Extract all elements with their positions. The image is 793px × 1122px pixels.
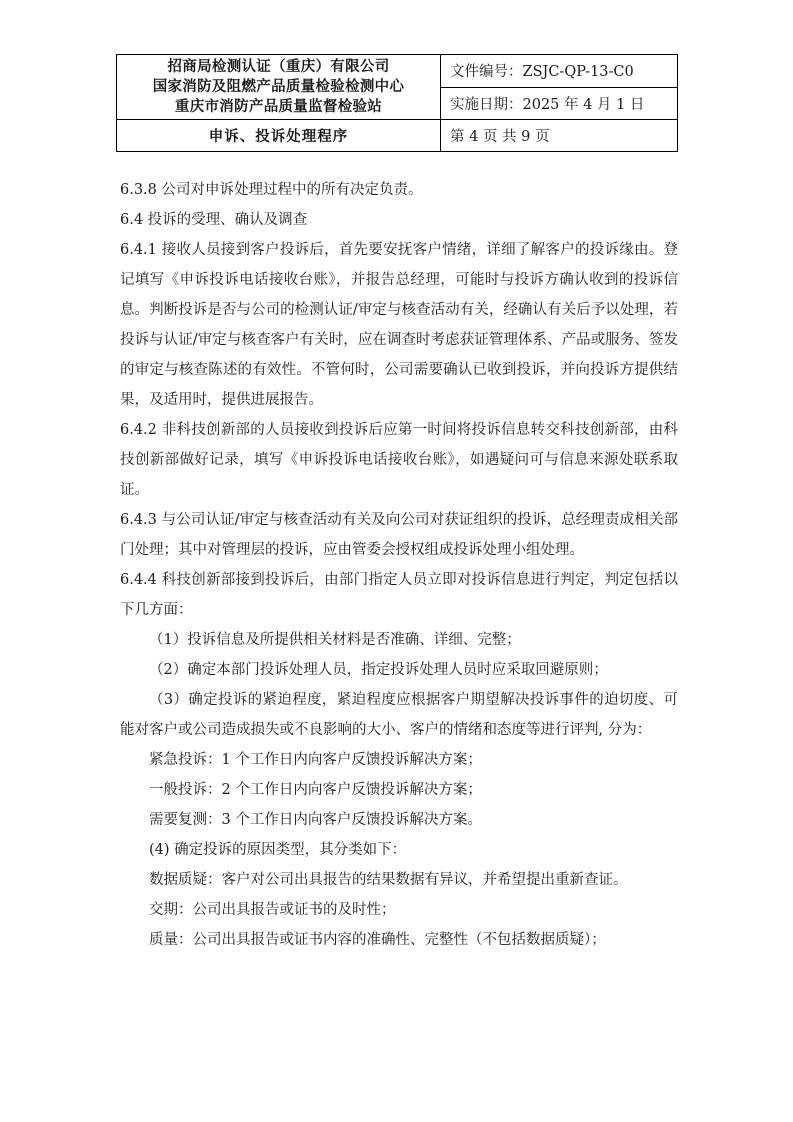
organization-name-line: 重庆市消防产品质量监督检验站 [174, 99, 383, 115]
cause-delivery: 交期：公司出具报告或证书的及时性； [149, 902, 396, 918]
organization-name-line: 招商局检测认证（重庆）有限公司 [167, 59, 390, 75]
clause-6-4-2: 6.4.2 非科技创新部的人员接收到投诉后应第一时间将投诉信息转交科技创新部，由科技创新部做好记录，填写《申诉投诉电话接收台账》，如遇疑问可与信息来源处联系取证。 [120, 422, 678, 498]
list-item-1: （1）投诉信息及所提供相关材料是否准确、详细、完整； [149, 632, 521, 648]
list-item-3: （3）确定投诉的紧迫程度，紧迫程度应根据客户期望解决投诉事件的迫切度、可能对客户或公司造成损失或不良影响的大小、客户的情绪和态度等进行评判, 分为： [120, 692, 678, 738]
clause-6-3-8: 6.3.8 公司对申诉处理过程中的所有决定负责。 [120, 182, 423, 198]
page-number: 第 4 页 共 9 页 [441, 120, 678, 152]
cause-quality: 质量：公司出具报告或证书内容的准确性、完整性（不包括数据质疑）； [149, 932, 606, 948]
list-item-2: （2）确定本部门投诉处理人员，指定投诉处理人员时应采取回避原则； [149, 662, 608, 678]
document-number: 文件编号：ZSJC-QP-13-C0 [441, 55, 678, 88]
clause-6-4-1: 6.4.1 接收人员接到客户投诉后，首先要安抚客户情绪，详细了解客户的投诉缘由。登记填写《申诉投诉电话接收台账》，并报告总经理，可能时与投诉方确认收到的投诉信息。判断投诉是否与公司的检测认证/审定与核查活动有关，经确认有关后予以处理，若投诉与认证/审定与核查客户有关时，应在调查时考虑获证管理体系、产品或服务、签发的审定与核查陈述的有效性。不管何时，公司需要确认已收到投诉，并向投诉方提供结果，及适用时，提供进展报告。 [120, 242, 678, 408]
document-header-table [116, 54, 678, 152]
procedure-title: 申诉、投诉处理程序 [117, 120, 441, 152]
organization-name-line: 国家消防及阻燃产品质量检验检测中心 [152, 79, 405, 95]
clause-6-4-3: 6.4.3 与公司认证/审定与核查活动有关及向公司对获证组织的投诉，总经理责成相关部门处理；其中对管理层的投诉，应由管委会授权组成投诉处理小组处理。 [120, 512, 678, 558]
implementation-date: 实施日期：2025 年 4 月 1 日 [441, 87, 678, 120]
general-complaint: 一般投诉：2 个工作日内向客户反馈投诉解决方案； [149, 782, 482, 798]
organization-names [117, 55, 441, 120]
list-item-4: (4) 确定投诉的原因类型，其分类如下： [149, 842, 407, 858]
cause-data-question: 数据质疑：客户对公司出具报告的结果数据有异议，并希望提出重新查证。 [149, 872, 628, 888]
clause-6-4-4: 6.4.4 科技创新部接到投诉后，由部门指定人员立即对投诉信息进行判定，判定包括以下几方面： [120, 572, 678, 618]
section-heading-6-4: 6.4 投诉的受理、确认及调查 [120, 212, 308, 228]
document-body [120, 175, 678, 955]
urgent-complaint: 紧急投诉：1 个工作日内向客户反馈投诉解决方案； [149, 752, 482, 768]
retest-complaint: 需要复测：3 个工作日内向客户反馈投诉解决方案。 [149, 812, 482, 828]
